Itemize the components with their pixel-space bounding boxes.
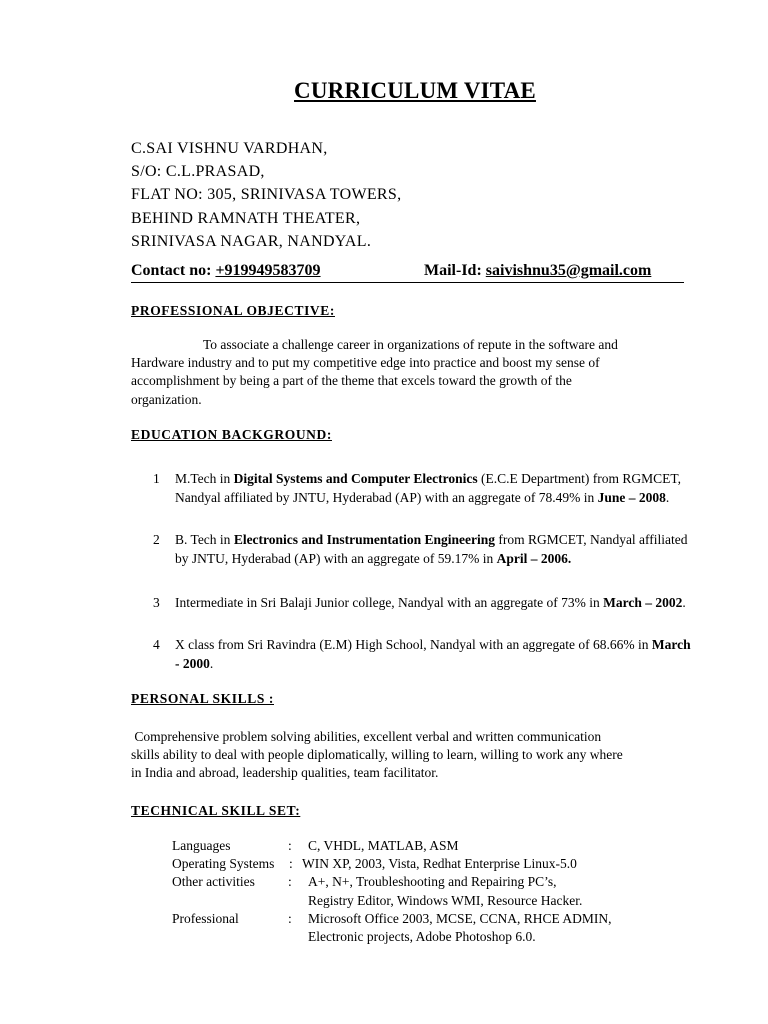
contact-number <box>131 262 321 280</box>
skill-colon: : <box>288 910 292 926</box>
objective-line: organization. <box>131 391 202 407</box>
objective-line: To associate a challenge career in organizations of repute in the software and <box>203 337 618 352</box>
education-heading: EDUCATION BACKGROUND: <box>131 427 332 442</box>
list-item-text: M.Tech in Digital Systems and Computer Electronics (E.C.E Department) from RGMCET, Nandyal affiliated by JNTU, Hyderabad (AP) with an aggregate of 78.49% in June – 2008. <box>175 471 682 505</box>
email-address: saivishnu35@gmail.com <box>485 262 652 279</box>
skill-label: Other activities <box>172 874 255 890</box>
list-item-text: B. Tech in Electronics and Instrumentation Engineering from RGMCET, Nandyal affiliated by JNTU, Hyderabad (AP) with an aggregate of 59.17% in April – 2006. <box>175 532 688 566</box>
objective-paragraph <box>131 336 691 409</box>
list-number: 1 <box>153 471 160 486</box>
skill-value: A+, N+, Troubleshooting and Repairing PC’s, <box>308 874 557 890</box>
list-item-text: X class from Sri Ravindra (E.M) High School, Nandyal with an aggregate of 68.66% in March - 2000. <box>175 637 691 671</box>
objective-line: Hardware industry and to put my competitive edge into practice and boost my sense of <box>131 355 600 371</box>
phone-number: +919949583709 <box>215 262 321 279</box>
personal-line: Comprehensive problem solving abilities, excellent verbal and written communication <box>131 729 602 744</box>
address-line: SRINIVASA NAGAR, NANDYAL. <box>131 232 372 250</box>
skill-value: Electronic projects, Adobe Photoshop 6.0. <box>308 928 536 944</box>
address-line: C.SAI VISHNU VARDHAN, <box>131 140 328 157</box>
skill-colon: : <box>288 838 292 853</box>
list-number: 2 <box>153 532 160 547</box>
contact-label: Contact no: <box>131 262 216 279</box>
technical-skills-heading: TECHNICAL SKILL SET: <box>131 803 301 818</box>
personal-skills-heading: PERSONAL SKILLS : <box>131 691 274 706</box>
skill-value: WIN XP, 2003, Vista, Redhat Enterprise Linux-5.0 <box>302 856 577 872</box>
skill-value: Registry Editor, Windows WMI, Resource Hacker. <box>308 892 583 908</box>
mail-id <box>424 262 651 280</box>
mail-label: Mail-Id: <box>424 262 486 279</box>
list-item-text: Intermediate in Sri Balaji Junior college, Nandyal with an aggregate of 73% in March – 2002. <box>175 595 686 610</box>
skill-label: Professional <box>172 910 239 926</box>
address-line: FLAT NO: 305, SRINIVASA TOWERS, <box>131 186 402 204</box>
objective-heading: PROFESSIONAL OBJECTIVE: <box>131 303 335 318</box>
objective-line: accomplishment by being a part of the theme that excels toward the growth of the <box>131 373 572 389</box>
address-line: BEHIND RAMNATH THEATER, <box>131 209 361 227</box>
skill-value: C, VHDL, MATLAB, ASM <box>308 838 459 853</box>
personal-line: skills ability to deal with people diplomatically, willing to learn, willing to work any where <box>131 747 623 763</box>
skill-label: Operating Systems <box>172 856 275 872</box>
contact-divider <box>131 282 684 283</box>
list-number: 3 <box>153 595 160 610</box>
skill-label: Languages <box>172 838 231 853</box>
address-block <box>131 137 401 253</box>
list-number: 4 <box>153 637 160 652</box>
personal-skills-paragraph <box>131 728 691 783</box>
skill-colon: : <box>289 856 293 872</box>
page-title: CURRICULUM VITAE <box>294 78 536 103</box>
address-line: S/O: C.L.PRASAD, <box>131 163 265 181</box>
personal-line: in India and abroad, leadership qualities, team facilitator. <box>131 765 439 781</box>
skill-colon: : <box>288 874 292 890</box>
skill-value: Microsoft Office 2003, MCSE, CCNA, RHCE ADMIN, <box>308 910 612 926</box>
